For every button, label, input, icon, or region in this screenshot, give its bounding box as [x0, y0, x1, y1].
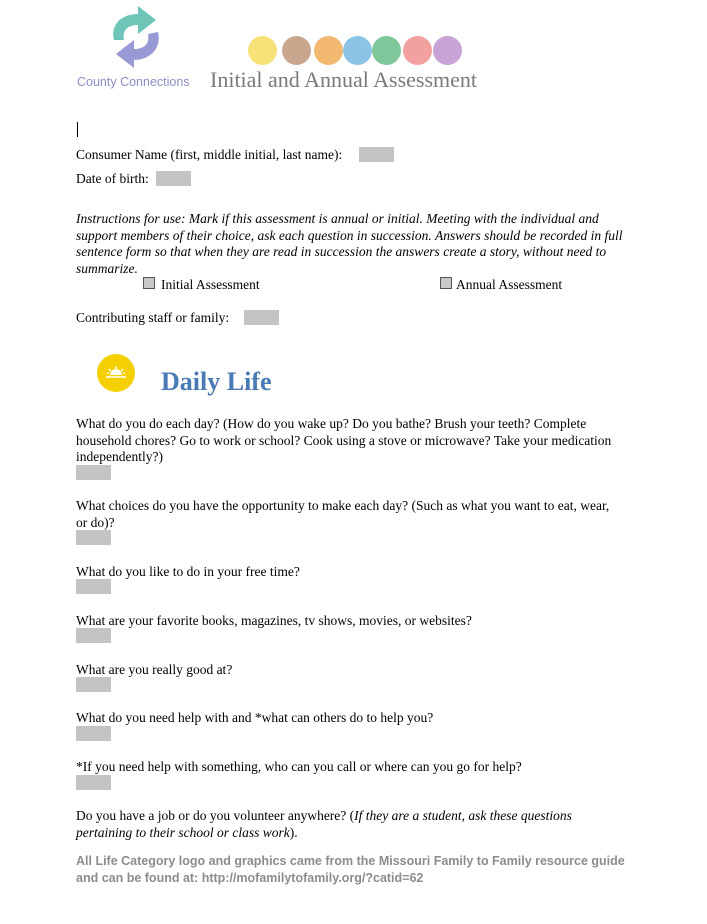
county-connections-logo [100, 2, 170, 72]
org-name: County Connections [77, 75, 190, 89]
answer-1-field[interactable] [76, 465, 111, 480]
bandage-icon [314, 36, 343, 65]
question-8-text: Do you have a job or do you volunteer anywhere? ( [76, 808, 355, 823]
consumer-name-field[interactable] [359, 147, 394, 162]
sun-icon [248, 36, 277, 65]
answer-2-field[interactable] [76, 530, 111, 545]
initial-assessment-label: Initial Assessment [161, 277, 260, 292]
footer-line-1: All Life Category logo and graphics came from the Missouri Family to Family resource guide [76, 854, 625, 868]
answer-6-field[interactable] [76, 726, 111, 741]
question-4: What are your favorite books, magazines, tv shows, movies, or websites? [76, 613, 472, 628]
staff-field[interactable] [244, 310, 279, 325]
phone-icon [433, 36, 462, 65]
annual-assessment-label: Annual Assessment [456, 277, 563, 292]
footer [76, 853, 676, 887]
money-icon [372, 36, 401, 65]
section-title: Daily Life [161, 367, 272, 396]
daily-life-sun-icon [96, 353, 136, 393]
house-icon [282, 36, 311, 65]
annual-assessment-checkbox[interactable] [440, 277, 452, 289]
question-8 [76, 808, 616, 841]
footer-line-2: and can be found at: http://mofamilytofamily.org/?catid=62 [76, 871, 424, 885]
instructions: Instructions for use: Mark if this assessment is annual or initial. Meeting with the individual and support members of their choice, ask each question in succession. Answers should be recorded in full sentence form so that when they are read in succession the answers create a story, without need to summarize. [76, 211, 623, 276]
recycle-arrows-icon [100, 2, 170, 72]
car-icon [343, 36, 372, 65]
initial-assessment-checkbox[interactable] [143, 277, 155, 289]
dob-field[interactable] [156, 171, 191, 186]
category-icons [248, 36, 468, 68]
dob-label: Date of birth: [76, 171, 149, 186]
question-8-italic: If they are a student, ask these questions pertaining to their school or class work [76, 808, 572, 840]
answer-7-field[interactable] [76, 775, 111, 790]
question-1: What do you do each day? (How do you wake up? Do you bathe? Brush your teeth? Complete household chores? Go to work or school? Cook using a stove or microwave? Take your medication independently?) [76, 416, 612, 464]
lock-icon [403, 36, 432, 65]
question-2: What choices do you have the opportunity to make each day? (Such as what you want to eat, wear, or do)? [76, 498, 610, 530]
question-8-end: ). [289, 824, 298, 840]
question-7: *If you need help with something, who can you call or where can you go for help? [76, 759, 522, 774]
answer-4-field[interactable] [76, 628, 111, 643]
answer-5-field[interactable] [76, 677, 111, 692]
question-5: What are you really good at? [76, 662, 233, 677]
staff-label: Contributing staff or family: [76, 310, 230, 325]
consumer-name-label: Consumer Name (first, middle initial, last name): [76, 147, 343, 162]
question-3: What do you like to do in your free time? [76, 564, 300, 579]
document-title: Initial and Annual Assessment [210, 67, 478, 92]
answer-3-field[interactable] [76, 579, 111, 594]
question-6: What do you need help with and *what can others do to help you? [76, 710, 434, 725]
text-cursor [77, 122, 78, 137]
